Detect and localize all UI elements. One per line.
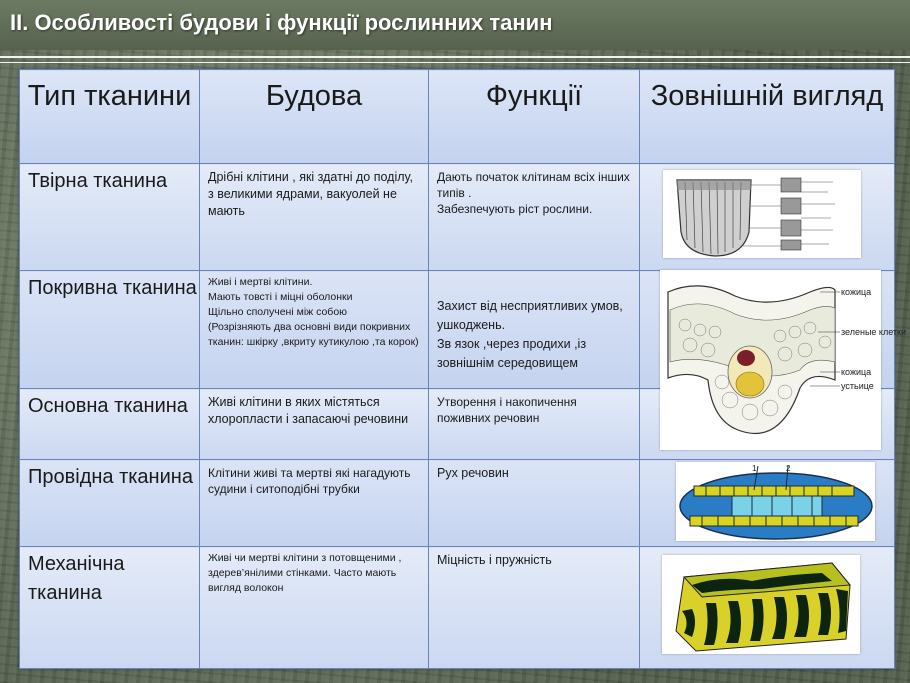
tissue-structure: Живі і мертві клітини. Мають товсті і міцні оболонки Щільно сполучені між собою (Розрізняють два основні види покривних тканин: шкірку ,вкриту кутикулою ,та корок) — [208, 276, 419, 348]
header-structure: Будова — [200, 70, 429, 164]
meristem-illustration — [663, 170, 861, 258]
tissue-functions: Утворення і накопичення поживних речовин — [437, 395, 577, 425]
tissue-functions: Захист від несприятливих умов, ушкоджень. Зв язок ,через продихи ,із зовнішнім середовищем — [437, 299, 623, 370]
tissue-structure: Живі клітини в яких містяться хлоропласти і запасаючі речовини — [208, 395, 409, 426]
tissue-structure: Живі чи мертві клітини з потовщеними , здерев’янілими стінками. Часто мають вигляд волокон — [208, 552, 402, 594]
label-num-1: 1 — [752, 464, 757, 473]
header-type: Тип тканини — [20, 70, 200, 164]
tissue-name: Твірна тканина — [28, 170, 168, 192]
title-divider-thin — [0, 62, 910, 63]
tissue-functions: Рух речовин — [437, 466, 509, 480]
slide-title: II. Особливості будови і функції рослинних танин — [10, 10, 553, 35]
label-stomata: устьице — [841, 381, 874, 391]
label-num-2: 2 — [786, 464, 791, 473]
label-skin-lower: кожица — [841, 367, 872, 377]
tissue-structure: Клітини живі та мертві які нагадують судини і ситоподібні трубки — [208, 466, 411, 496]
header-functions: Функції — [429, 70, 640, 164]
tissue-name: Основна тканина — [28, 395, 188, 417]
header-appearance: Зовнішній вигляд — [640, 70, 895, 164]
leaf-section-illustration — [660, 270, 907, 450]
tissue-name: Механічна тканина — [28, 553, 125, 604]
mechanical-tissue-illustration — [662, 555, 860, 654]
label-green-cells: зеленые клетки — [841, 327, 907, 337]
tissue-functions: Дають початок клітинам всіх інших типів . Забезпечують ріст рослини. — [437, 170, 630, 216]
tissue-name: Провідна тканина — [28, 466, 193, 488]
vascular-illustration — [676, 462, 875, 541]
tissue-name: Покривна тканина — [28, 277, 197, 299]
title-divider — [0, 56, 910, 58]
label-skin: кожица — [841, 287, 872, 297]
tissue-structure: Дрібні клітини , які здатні до поділу, з великими ядрами, вакуолей не мають — [208, 170, 413, 218]
tissue-functions: Міцність і пружність — [437, 553, 552, 567]
